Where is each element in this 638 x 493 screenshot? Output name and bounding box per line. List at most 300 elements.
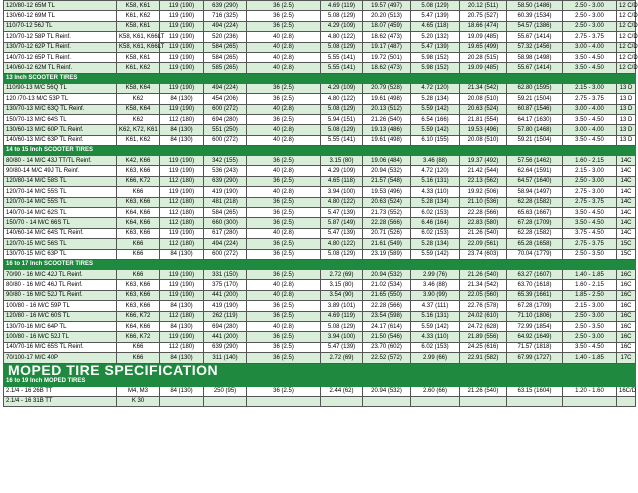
spec-cell: 12 C/D (617, 52, 636, 62)
spec-cell: 2.99 (76) (411, 269, 460, 279)
spec-cell: 62.64 (1591) (507, 166, 563, 176)
spec-cell: 24.25 (616) (460, 342, 507, 352)
spec-cell: 5.08 (129) (321, 249, 363, 259)
table-row (4, 239, 636, 249)
spec-cell: 112 (180) (160, 197, 204, 207)
table-row (4, 1, 636, 11)
spec-cell: 22.76 (578) (460, 301, 507, 311)
spec-cell: 2.75 - 3.75 (563, 94, 617, 104)
tire-size-cell: 130/60-12 69M TL (4, 11, 117, 21)
spec-cell: 57.32 (1456) (507, 42, 563, 52)
spec-cell: 5.87 (149) (321, 218, 363, 228)
table-row (4, 52, 636, 62)
spec-cell: 3.89 (101) (321, 301, 363, 311)
table-row (4, 301, 636, 311)
spec-cell: 119 (190) (160, 269, 204, 279)
spec-cell: 19.65 (499) (460, 42, 507, 52)
spec-cell: 2.99 (66) (411, 353, 460, 363)
spec-cell: 3.75 - 4.50 (563, 228, 617, 238)
spec-cell: 36 (2.5) (247, 94, 321, 104)
spec-cell (617, 396, 636, 406)
spec-cell: 639 (290) (204, 176, 247, 186)
spec-cell: 16C (617, 290, 636, 300)
spec-cell: K58, K61 (117, 1, 160, 11)
tire-size-cell: 100/80 - 16 M/C 52J TL (4, 332, 117, 342)
spec-cell: 419 (190) (204, 301, 247, 311)
spec-cell: 20.79 (528) (363, 83, 411, 93)
spec-cell: 419 (190) (204, 187, 247, 197)
spec-cell: 21.26 (540) (460, 228, 507, 238)
spec-cell: 64.17 (1630) (507, 114, 563, 124)
spec-cell: 62.80 (1595) (507, 83, 563, 93)
spec-cell: 3.50 - 4.50 (563, 218, 617, 228)
spec-cell: 3.50 - 4.50 (563, 342, 617, 352)
spec-cell: 84 (130) (160, 125, 204, 135)
spec-cell: 5.55 (141) (321, 52, 363, 62)
spec-cell: 36 (2.5) (247, 342, 321, 352)
tire-size-cell: 120/80-12 65M TL (4, 1, 117, 11)
spec-cell: 6.54 (166) (411, 114, 460, 124)
tire-size-cell: 100/80 - 16 M/C 59P TL (4, 301, 117, 311)
spec-cell: 67.28 (1709) (507, 301, 563, 311)
spec-cell: 6.02 (153) (411, 228, 460, 238)
spec-cell: 2.50 - 3.00 (563, 176, 617, 186)
spec-cell: 3.46 (88) (411, 156, 460, 166)
table-row (4, 228, 636, 238)
spec-cell: 16C (617, 269, 636, 279)
spec-cell: 112 (180) (160, 176, 204, 186)
spec-cell: 58.98 (1498) (507, 52, 563, 62)
spec-cell: 67.99 (1727) (507, 353, 563, 363)
table-row (4, 208, 636, 218)
spec-cell (563, 396, 617, 406)
spec-cell: 119 (190) (160, 32, 204, 42)
spec-cell: 22.05 (560) (460, 290, 507, 300)
spec-cell: K62 (117, 114, 160, 124)
tire-size-cell: 130/70-16 M/C 64P TL (4, 321, 117, 331)
spec-cell: 250 (95) (204, 386, 247, 396)
table-row (4, 21, 636, 31)
spec-cell: 5.59 (142) (411, 321, 460, 331)
spec-cell: 23.19 (589) (363, 249, 411, 259)
spec-cell: 4.65 (118) (411, 21, 460, 31)
spec-cell: 24.02 (610) (460, 311, 507, 321)
spec-cell: 5.47 (139) (321, 342, 363, 352)
spec-cell: 5.08 (129) (321, 42, 363, 52)
spec-cell: 21.81 (554) (460, 114, 507, 124)
spec-cell: 119 (190) (160, 104, 204, 114)
spec-cell: K66 (117, 239, 160, 249)
spec-cell: 22.09 (561) (460, 239, 507, 249)
table-row (4, 187, 636, 197)
spec-cell: K62, K72, K61 (117, 125, 160, 135)
tire-size-cell: 90/80-14 M/C 49J TL Reinf. (4, 166, 117, 176)
spec-cell: 4.33 (110) (411, 187, 460, 197)
spec-cell: 13 D (617, 104, 636, 114)
spec-cell: 2.60 (66) (411, 386, 460, 396)
spec-cell: 14C (617, 218, 636, 228)
spec-cell: 19.53 (496) (363, 187, 411, 197)
spec-cell: 15C (617, 249, 636, 259)
table-row (4, 83, 636, 93)
spec-cell: 4.33 (110) (411, 332, 460, 342)
spec-cell: 3.94 (100) (321, 332, 363, 342)
spec-cell: 331 (150) (204, 269, 247, 279)
spec-cell: 21.10 (536) (460, 197, 507, 207)
tire-size-cell: 120/70-12 58P TL Reinf. (4, 32, 117, 42)
spec-cell: 16C/D (617, 386, 636, 396)
spec-cell: 2.44 (62) (321, 386, 363, 396)
spec-cell: 19.72 (501) (363, 52, 411, 62)
spec-cell: 112 (180) (160, 342, 204, 352)
tire-size-cell: 140/60-12 62M TL Reinf. (4, 63, 117, 73)
spec-cell: 16C (617, 280, 636, 290)
spec-cell: 21.34 (542) (460, 83, 507, 93)
spec-cell: 4.69 (119) (321, 1, 363, 11)
spec-cell: 14C (617, 197, 636, 207)
spec-cell: 5.08 (129) (321, 104, 363, 114)
spec-cell: 584 (265) (204, 52, 247, 62)
spec-cell (363, 396, 411, 406)
tire-size-cell: 120/80 - 16 M/C 60S TL (4, 311, 117, 321)
spec-cell: K63, K66 (117, 228, 160, 238)
spec-cell: 6.10 (155) (411, 135, 460, 145)
spec-cell: 5.28 (134) (411, 94, 460, 104)
spec-cell: K61, K62 (117, 135, 160, 145)
spec-cell: 494 (224) (204, 239, 247, 249)
spec-cell: 3.50 - 4.50 (563, 63, 617, 73)
spec-cell: 6.46 (164) (411, 218, 460, 228)
spec-cell: 20.63 (524) (363, 197, 411, 207)
spec-cell: 16C (617, 342, 636, 352)
table-row (4, 166, 636, 176)
spec-cell: 3.00 - 4.00 (563, 42, 617, 52)
spec-cell: 21.34 (542) (460, 280, 507, 290)
spec-cell: 112 (180) (160, 114, 204, 124)
spec-cell: K63, K66 (117, 290, 160, 300)
spec-cell: 18.07 (459) (363, 21, 411, 31)
spec-cell: 15C (617, 239, 636, 249)
spec-cell: 20.63 (524) (460, 104, 507, 114)
spec-cell: 5.08 (129) (321, 11, 363, 21)
spec-cell: 2.75 - 3.75 (563, 197, 617, 207)
spec-cell: K64, K66 (117, 208, 160, 218)
spec-cell: 36 (2.5) (247, 208, 321, 218)
spec-cell: 5.55 (141) (321, 135, 363, 145)
spec-cell: 119 (190) (160, 42, 204, 52)
spec-cell: 600 (272) (204, 104, 247, 114)
spec-cell: 40 (2.8) (247, 125, 321, 135)
spec-cell: K66 (117, 353, 160, 363)
tire-size-cell: 80/80 - 16 M/C 46J TL Reinf. (4, 280, 117, 290)
spec-cell: 24.72 (628) (460, 321, 507, 331)
spec-cell: 4.80 (122) (321, 239, 363, 249)
spec-cell: 12 C/D (617, 42, 636, 52)
spec-cell: 12 C/D (617, 21, 636, 31)
tire-size-cell: 80/80 - 14 M/C 43J TT/TL Reinf. (4, 156, 117, 166)
spec-cell: 18.62 (473) (363, 63, 411, 73)
spec-cell: 19.92 (506) (460, 187, 507, 197)
spec-cell: K61, K62 (117, 11, 160, 21)
spec-cell: 19.13 (486) (363, 125, 411, 135)
spec-cell: 2.15 - 3.00 (563, 166, 617, 176)
spec-cell: 119 (190) (160, 280, 204, 290)
spec-cell (460, 396, 507, 406)
tire-size-cell: 120 /70-13 M/C 53P TL (4, 94, 117, 104)
spec-cell: 36 (2.5) (247, 332, 321, 342)
tire-size-cell: 150/70 - 14 M/C 66S TL (4, 218, 117, 228)
spec-cell: 639 (290) (204, 342, 247, 352)
spec-cell: K64, K66 (117, 321, 160, 331)
spec-cell: 22.28 (566) (363, 301, 411, 311)
spec-cell: 119 (190) (160, 52, 204, 62)
spec-cell: 20.94 (532) (363, 386, 411, 396)
table-row (4, 280, 636, 290)
spec-cell: 5.20 (132) (411, 32, 460, 42)
spec-cell: 84 (130) (160, 386, 204, 396)
spec-cell: 112 (180) (160, 239, 204, 249)
spec-cell: 20.12 (511) (460, 1, 507, 11)
spec-cell: 16C (617, 332, 636, 342)
spec-cell: 22.13 (562) (460, 176, 507, 186)
spec-cell: 12 C/D (617, 63, 636, 73)
spec-cell: 20.08 (510) (460, 135, 507, 145)
spec-cell: 617 (280) (204, 228, 247, 238)
spec-cell: 2.50 - 3.00 (563, 21, 617, 31)
spec-cell: 36 (2.5) (247, 83, 321, 93)
moped-spec-heading-label: MOPED TIRE SPECIFICATION (4, 363, 636, 377)
spec-cell: 64.57 (1640) (507, 176, 563, 186)
spec-cell: 22.83 (580) (460, 218, 507, 228)
spec-cell (204, 396, 247, 406)
table-row (4, 396, 636, 406)
spec-cell: 36 (2.5) (247, 218, 321, 228)
spec-cell: 4.80 (122) (321, 32, 363, 42)
tire-size-cell: 120/70-14 M/C 55S TL (4, 197, 117, 207)
spec-cell: 119 (190) (160, 228, 204, 238)
spec-cell: 14C (617, 176, 636, 186)
spec-cell: 36 (2.5) (247, 386, 321, 396)
spec-cell: 40 (2.8) (247, 104, 321, 114)
spec-cell: 40 (2.8) (247, 135, 321, 145)
spec-cell: 71.57 (1818) (507, 342, 563, 352)
spec-cell: 21.73 (552) (363, 208, 411, 218)
spec-cell: 20.13 (512) (363, 104, 411, 114)
spec-cell: 19.09 (485) (460, 63, 507, 73)
spec-cell: 59.21 (1504) (507, 135, 563, 145)
spec-cell: 5.47 (139) (321, 228, 363, 238)
spec-cell: 600 (272) (204, 135, 247, 145)
spec-cell: 36 (2.5) (247, 176, 321, 186)
tire-size-cell: 140/70-16 M/C 65S TL Reinf. (4, 342, 117, 352)
spec-cell: 494 (224) (204, 83, 247, 93)
spec-cell: K58, K64 (117, 104, 160, 114)
spec-cell: 63.70 (1618) (507, 280, 563, 290)
spec-cell: 6.02 (153) (411, 342, 460, 352)
spec-cell: 5.59 (142) (411, 125, 460, 135)
spec-cell: 40 (2.8) (247, 63, 321, 73)
spec-cell: 3.15 (80) (321, 280, 363, 290)
spec-cell: 36 (2.5) (247, 353, 321, 363)
spec-cell: 65.39 (1661) (507, 290, 563, 300)
tire-size-cell: 2.1/4 - 16 26B TT (4, 386, 117, 396)
spec-cell: 2.50 - 3.50 (563, 321, 617, 331)
table-row (4, 386, 636, 396)
spec-cell: 21.89 (556) (460, 332, 507, 342)
spec-cell: 12 C/D (617, 32, 636, 42)
spec-cell: 4.29 (109) (321, 21, 363, 31)
spec-cell: K63, K66 (117, 166, 160, 176)
spec-cell: 14C (617, 156, 636, 166)
spec-cell: 5.08 (129) (321, 125, 363, 135)
spec-cell: 1.85 - 2.50 (563, 290, 617, 300)
tire-spec-table (3, 0, 636, 407)
spec-cell: 1.20 - 1.60 (563, 386, 617, 396)
spec-cell: 639 (290) (204, 1, 247, 11)
spec-cell: 342 (155) (204, 156, 247, 166)
spec-cell: 5.16 (131) (411, 311, 460, 321)
spec-cell: 3.50 - 4.50 (563, 208, 617, 218)
spec-cell: 62.28 (1582) (507, 228, 563, 238)
spec-cell: 84 (130) (160, 301, 204, 311)
tire-size-cell: 110/90-13 M/C 56Q TL (4, 83, 117, 93)
table-row (4, 63, 636, 73)
spec-cell: 481 (218) (204, 197, 247, 207)
spec-cell: 36 (2.5) (247, 114, 321, 124)
spec-cell: 14C (617, 228, 636, 238)
spec-cell: 20.71 (526) (363, 228, 411, 238)
spec-cell: 12 C/D (617, 1, 636, 11)
spec-cell: 441 (200) (204, 332, 247, 342)
spec-cell: 2.72 (69) (321, 353, 363, 363)
spec-cell: K64, K66 (117, 218, 160, 228)
spec-cell: 58.50 (1486) (507, 1, 563, 11)
spec-cell: 5.98 (152) (411, 63, 460, 73)
spec-cell: 40 (2.8) (247, 228, 321, 238)
spec-cell: 119 (190) (160, 156, 204, 166)
spec-cell (247, 396, 321, 406)
spec-cell: 21.50 (546) (363, 332, 411, 342)
spec-cell: 16C (617, 311, 636, 321)
spec-cell: K66 (117, 187, 160, 197)
spec-cell: 36 (2.5) (247, 197, 321, 207)
spec-cell: 19.09 (485) (460, 32, 507, 42)
spec-cell: 21.02 (534) (363, 280, 411, 290)
spec-cell: 40 (2.8) (247, 42, 321, 52)
spec-cell: 21.42 (544) (460, 166, 507, 176)
spec-cell: 40 (2.8) (247, 290, 321, 300)
spec-cell (411, 396, 460, 406)
spec-cell: 19.37 (492) (460, 156, 507, 166)
spec-cell: 14C (617, 187, 636, 197)
table-row (4, 125, 636, 135)
spec-cell: 36 (2.5) (247, 311, 321, 321)
tire-size-cell: 130/60-13 M/C 60P TL Reinf. (4, 125, 117, 135)
spec-cell: 119 (190) (160, 290, 204, 300)
spec-cell: 3.50 - 4.50 (563, 114, 617, 124)
table-row (4, 94, 636, 104)
spec-cell: 71.10 (1806) (507, 311, 563, 321)
spec-cell: 36 (2.5) (247, 21, 321, 31)
spec-cell: 4.69 (119) (321, 311, 363, 321)
tire-size-cell: 140/70-12 65P TL Reinf. (4, 52, 117, 62)
spec-cell: K58, K61 (117, 21, 160, 31)
spec-cell: 19.06 (484) (363, 156, 411, 166)
spec-cell: 4.37 (111) (411, 301, 460, 311)
spec-cell: 84 (130) (160, 94, 204, 104)
spec-cell: 18.62 (473) (363, 32, 411, 42)
spec-cell: 36 (2.5) (247, 249, 321, 259)
spec-cell: 22.28 (566) (460, 208, 507, 218)
spec-cell (507, 396, 563, 406)
table-row (4, 156, 636, 166)
table-row (4, 42, 636, 52)
spec-cell: 63.27 (1607) (507, 269, 563, 279)
spec-cell: 36 (2.5) (247, 11, 321, 21)
spec-cell: 3.54 (90) (321, 290, 363, 300)
spec-cell: 716 (325) (204, 11, 247, 21)
spec-cell: 22.91 (582) (460, 353, 507, 363)
spec-cell: 19.17 (487) (363, 42, 411, 52)
spec-cell: 375 (170) (204, 280, 247, 290)
spec-cell: 20.75 (527) (460, 11, 507, 21)
tire-size-cell: 2.1/4 - 16 31B TT (4, 396, 117, 406)
spec-cell: 5.16 (131) (411, 176, 460, 186)
spec-cell: 22.28 (566) (363, 218, 411, 228)
spec-cell: 2.75 - 3.75 (563, 239, 617, 249)
section-header-label: 16 to 19 Inch MOPED TIRES (4, 377, 636, 386)
spec-cell: 20.08 (510) (460, 94, 507, 104)
spec-cell: 536 (243) (204, 166, 247, 176)
spec-cell: 57.80 (1468) (507, 125, 563, 135)
table-row (4, 197, 636, 207)
spec-cell: 4.80 (122) (321, 94, 363, 104)
spec-cell: 62.28 (1582) (507, 197, 563, 207)
spec-cell: 36 (2.5) (247, 269, 321, 279)
spec-cell: 4.80 (122) (321, 197, 363, 207)
spec-cell: 520 (236) (204, 32, 247, 42)
tire-size-cell: 150/70-13 M/C 64S TL (4, 114, 117, 124)
spec-cell: 64.92 (1649) (507, 332, 563, 342)
spec-cell: 36 (2.5) (247, 301, 321, 311)
spec-cell: 36 (2.5) (247, 156, 321, 166)
tire-size-cell: 130/70-15 M/C 63P TL (4, 249, 117, 259)
spec-cell: 20.20 (513) (363, 11, 411, 21)
spec-cell: 14C (617, 208, 636, 218)
spec-cell: 21.26 (540) (363, 114, 411, 124)
spec-cell: 3.50 - 4.50 (563, 52, 617, 62)
spec-cell: 36 (2.5) (247, 1, 321, 11)
spec-cell: 600 (272) (204, 249, 247, 259)
spec-cell: 40 (2.8) (247, 280, 321, 290)
spec-cell: K58, K61, K66LT (117, 42, 160, 52)
spec-cell: 584 (265) (204, 42, 247, 52)
spec-cell: 694 (280) (204, 321, 247, 331)
spec-cell: 5.47 (139) (411, 11, 460, 21)
spec-cell: 5.47 (139) (321, 208, 363, 218)
tire-size-cell: 140/60-13 M/C 63P TL Reinf. (4, 135, 117, 145)
spec-cell: 2.50 - 3.00 (563, 1, 617, 11)
table-row (4, 269, 636, 279)
spec-cell: 119 (190) (160, 83, 204, 93)
spec-cell: 1.60 - 2.15 (563, 280, 617, 290)
spec-cell: 1.40 - 1.85 (563, 269, 617, 279)
spec-cell: 40 (2.8) (247, 52, 321, 62)
spec-cell: 63.15 (1604) (507, 386, 563, 396)
spec-cell: 4.65 (118) (321, 176, 363, 186)
spec-cell: 551 (250) (204, 125, 247, 135)
spec-cell: 5.47 (139) (411, 42, 460, 52)
